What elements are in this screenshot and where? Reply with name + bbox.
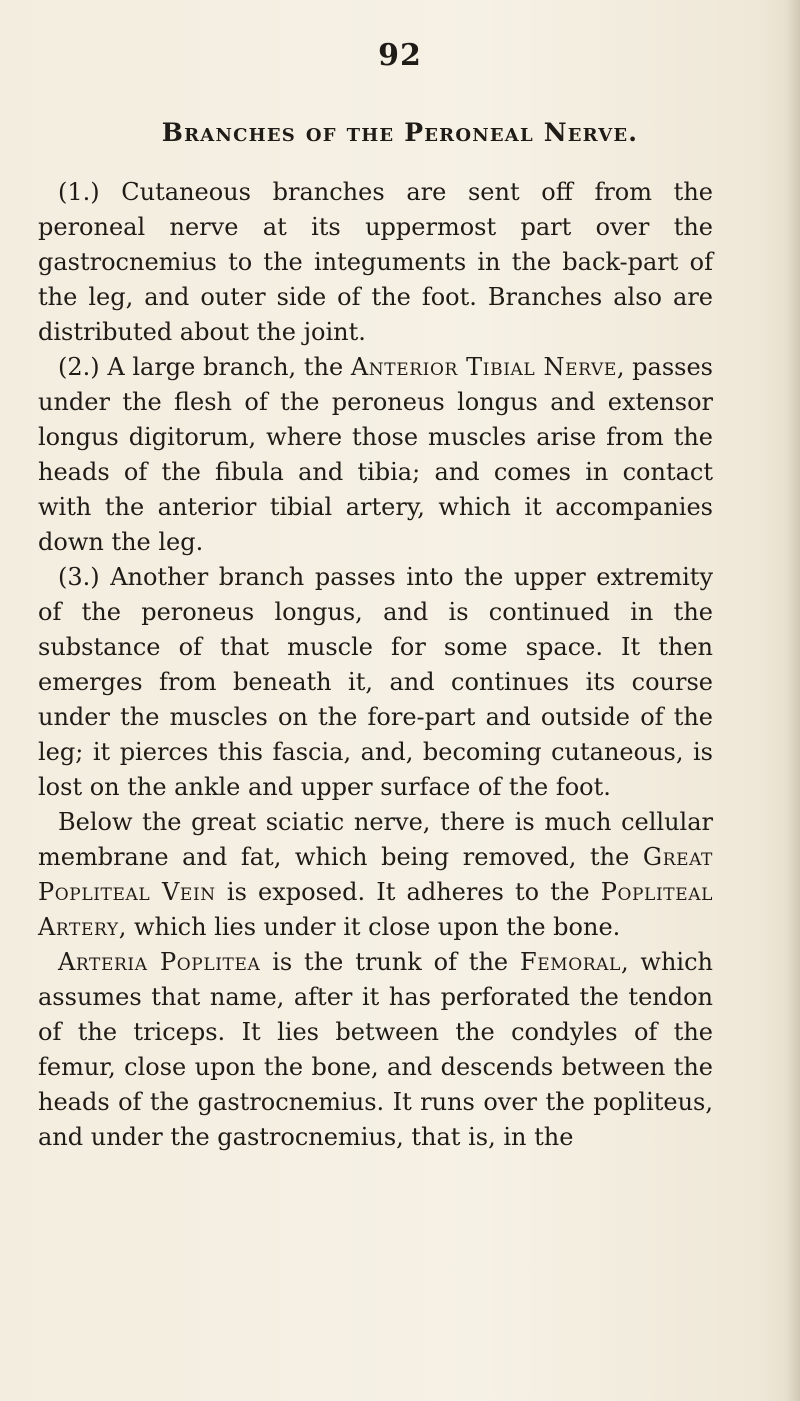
paragraph-2 xyxy=(38,350,713,560)
term-arteria-poplitea: Arteria Poplitea xyxy=(58,948,261,976)
paragraph-4-before: Below the great sciatic nerve, there is much cellular membrane and fat, which being removed, the xyxy=(38,808,713,871)
term-anterior-tibial-nerve: Anterior Tibial Nerve xyxy=(350,353,617,381)
paragraph-3-text: (3.) Another branch passes into the upper extremity of the peroneus longus, and is continued in the substance of that muscle for some space. It then emerges from beneath it, and continues its course under the muscles on the fore-part and outside of the leg; it pierces this fascia, and, becoming cutaneous, is lost on the ankle and upper surface of the foot. xyxy=(38,563,713,801)
page-edge-shadow xyxy=(786,0,800,1401)
paragraph-5 xyxy=(38,945,713,1155)
paragraph-4-after: , which lies under it close upon the bone. xyxy=(118,913,621,941)
paragraph-3 xyxy=(38,560,713,805)
paragraph-2-after: , passes under the flesh of the peroneus longus and extensor longus digitorum, where those muscles arise from the heads of the fibula and tibia; and comes in contact with the anterior tibial artery, which it accompanies down the leg. xyxy=(38,353,714,556)
section-title: Branches of the Peroneal Nerve. xyxy=(161,118,639,147)
page-number: 92 xyxy=(378,38,422,73)
paragraph-5-mid: is the trunk of the xyxy=(260,948,520,976)
term-popliteal-artery: Popliteal Artery xyxy=(38,878,713,941)
term-femoral: Femoral xyxy=(519,948,621,976)
paragraph-2-before: (2.) A large branch, the xyxy=(58,353,351,381)
term-great-popliteal-vein: Great Popliteal Vein xyxy=(38,843,713,906)
paragraph-1-text: (1.) Cutaneous branches are sent off from the peroneal nerve at its uppermost part over the gastrocnemius to the integuments in the back-part of the leg, and outer side of the foot. Branches also are distributed about the joint. xyxy=(38,178,713,346)
paragraph-1 xyxy=(38,175,713,350)
paragraph-4-mid: is exposed. It adheres to the xyxy=(215,878,601,906)
paragraph-4 xyxy=(38,805,713,945)
paragraph-5-after: , which assumes that name, after it has perforated the tendon of the triceps. It lies between the condyles of the femur, close upon the bone, and descends between the heads of the gastrocnemius. It runs over the popliteus, and under the gastrocnemius, that is, in the xyxy=(38,948,714,1151)
body-text xyxy=(38,175,713,1155)
